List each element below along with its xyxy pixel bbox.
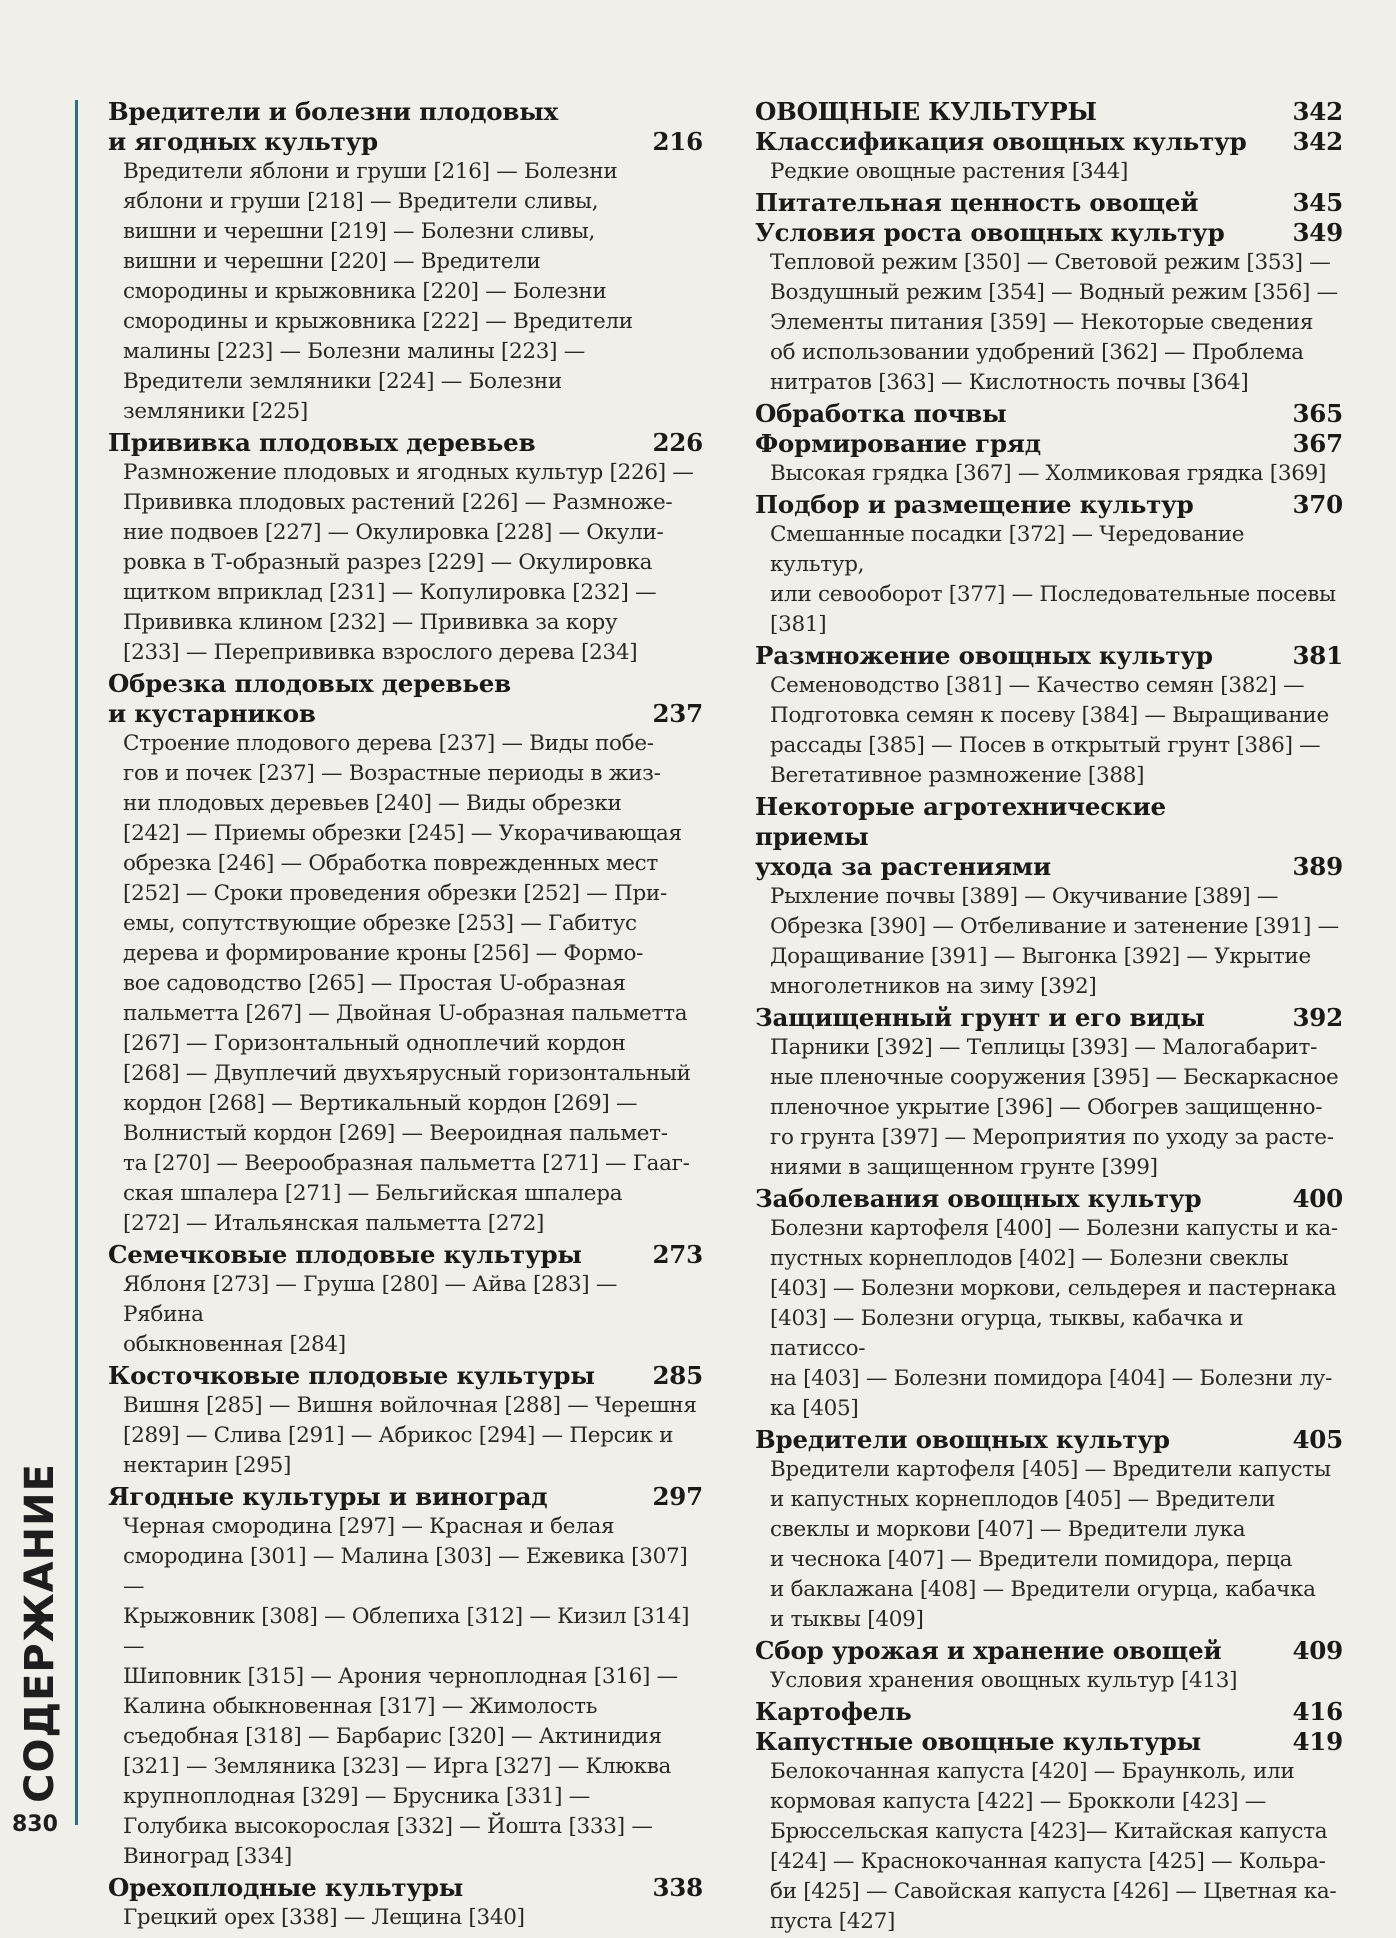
toc-entry — [108, 1240, 703, 1360]
toc-heading-title: Орехоплодные культуры — [108, 1873, 464, 1902]
page-number: 830 — [12, 1812, 58, 1837]
toc-heading-page: 237 — [652, 699, 703, 728]
toc-heading-page: 342 — [1292, 127, 1343, 156]
toc-heading-page: 345 — [1292, 188, 1343, 217]
toc-heading-page: 370 — [1292, 490, 1343, 519]
toc-heading-page: 226 — [652, 428, 703, 457]
toc-subentries: Семеноводство [381] — Качество семян [382] — Подготовка семян к посеву [384] — Выращивание рассады [385] — Посев в открытый грунт [386] — Вегетативное размножение [388] — [770, 673, 1329, 788]
toc-entry — [755, 399, 1343, 429]
toc-heading-page: 216 — [652, 127, 703, 156]
toc-entry — [755, 218, 1343, 398]
toc-heading[interactable] — [755, 490, 1343, 520]
side-rule — [75, 100, 78, 1825]
toc-heading-page: 342 — [1292, 97, 1343, 126]
toc-right-column — [755, 97, 1343, 1938]
toc-heading-title: Классификация овощных культур — [755, 127, 1247, 156]
toc-heading-title: Сбор урожая и хранение овощей — [755, 1636, 1222, 1665]
toc-heading-title: Обрезка плодовых деревьев и кустарников — [108, 669, 511, 728]
toc-heading-page: 349 — [1292, 218, 1343, 247]
toc-heading[interactable] — [755, 1727, 1343, 1757]
toc-heading[interactable] — [108, 1361, 703, 1391]
toc-entry — [108, 1482, 703, 1872]
toc-entry — [755, 641, 1343, 791]
toc-entry — [755, 1184, 1343, 1424]
toc-entry — [755, 1636, 1343, 1696]
toc-heading[interactable] — [108, 1240, 703, 1270]
toc-entry — [108, 428, 703, 668]
toc-heading[interactable] — [755, 399, 1343, 429]
toc-heading[interactable] — [755, 1425, 1343, 1455]
toc-heading[interactable] — [755, 641, 1343, 671]
toc-heading[interactable] — [755, 1003, 1343, 1033]
toc-subentries: Белокочанная капуста [420] — Браунколь, или кормовая капуста [422] — Брокколи [423] — Брюссельская капуста [423]— Китайская капуста [424] — Краснокочанная капуста [425] — Кольра- би [425] — Савойская капуста [426] — Цветная ка- пуста [427] — [770, 1759, 1337, 1934]
toc-heading[interactable] — [755, 792, 1343, 882]
toc-subentries: Яблоня [273] — Груша [280] — Айва [283] — Рябина обыкновенная [284] — [123, 1272, 618, 1357]
toc-heading[interactable] — [755, 1636, 1343, 1666]
toc-entry — [755, 97, 1343, 127]
toc-subentries: Грецкий орех [338] — Лещина [340] — [123, 1905, 525, 1930]
side-title — [10, 1463, 70, 1803]
toc-heading[interactable] — [755, 429, 1343, 459]
toc-subentries: Черная смородина [297] — Красная и белая смородина [301] — Малина [303] — Ежевика [307] — Крыжовник [308] — Облепиха [312] — Кизил [314] — Шиповник [315] — Арония черноплодная [316] — Калина обыкновенная [317] — Жимолость съедобная [318] — Барбарис [320] — Актинидия [321] — Земляника [323] — Ирга [327] — Клюква крупноплодная [329] — Брусника [331] — Голубика высокорослая [332] — Йошта [333] — Виноград [334] — [123, 1514, 690, 1869]
toc-heading-title: Заболевания овощных культур — [755, 1184, 1202, 1213]
toc-heading-page: 381 — [1292, 641, 1343, 670]
toc-heading[interactable] — [108, 1873, 703, 1903]
toc-heading-page: 405 — [1292, 1425, 1343, 1454]
toc-entry — [108, 97, 703, 427]
toc-subentries: Смешанные посадки [372] — Чередование культур, или севооборот [377] — Последовательные посевы [381] — [770, 522, 1336, 637]
toc-entry — [755, 1003, 1343, 1183]
toc-heading-page: 392 — [1292, 1003, 1343, 1032]
toc-entry — [755, 792, 1343, 1002]
toc-subentries: Вишня [285] — Вишня войлочная [288] — Черешня [289] — Слива [291] — Абрикос [294] — Персик и нектарин [295] — [123, 1393, 697, 1478]
toc-subentries: Строение плодового дерева [237] — Виды побе- гов и почек [237] — Возрастные периоды в жиз- ни плодовых деревьев [240] — Виды обрезки [242] — Приемы обрезки [245] — Укорачивающая обрезка [246] — Обработка поврежденных мест [252] — Сроки проведения обрезки [252] — При- емы, сопутствующие обрезке [253] — Габитус дерева и формирование кроны [256] — Формо- вое садоводство [265] — Простая U-образная пальметта [267] — Двойная U-образная пальметта [267] — Горизонтальный одноплечий кордон [268] — Двуплечий двухъярусный горизонтальный кордон [268] — Вертикальный кордон [269] — Волнистый кордон [269] — Веероидная пальмет- та [270] — Веерообразная пальметта [271] — Гааг- ская шпалера [271] — Бельгийская шпалера [272] — Итальянская пальметта [272] — [123, 731, 691, 1236]
toc-heading-title: Вредители овощных культур — [755, 1425, 1170, 1454]
toc-entry — [755, 429, 1343, 489]
toc-heading-title: Некоторые агротехнические приемы ухода за растениями — [755, 792, 1166, 881]
toc-subentries: Редкие овощные растения [344] — [770, 159, 1129, 184]
toc-heading[interactable] — [108, 97, 703, 157]
toc-heading[interactable] — [108, 1482, 703, 1512]
toc-heading[interactable] — [108, 669, 703, 729]
toc-entry — [755, 490, 1343, 640]
toc-subentries: Вредители яблони и груши [216] — Болезни яблони и груши [218] — Вредители сливы, вишни и черешни [219] — Болезни сливы, вишни и черешни [220] — Вредители смородины и крыжовника [220] — Болезни смородины и крыжовника [222] — Вредители малины [223] — Болезни малины [223] — Вредители земляники [224] — Болезни земляники [225] — [123, 159, 633, 424]
toc-subentries: Парники [392] — Теплицы [393] — Малогабарит- ные пленочные сооружения [395] — Бескаркасное пленочное укрытие [396] — Обогрев защищенно- го грунта [397] — Мероприятия по уходу за расте- ниями в защищенном грунте [399] — [770, 1035, 1339, 1180]
toc-heading-title: Ягодные культуры и виноград — [108, 1482, 548, 1511]
toc-subentries: Рыхление почвы [389] — Окучивание [389] — Обрезка [390] — Отбеливание и затенение [391] — Доращивание [391] — Выгонка [392] — Укрытие многолетников на зиму [392] — [770, 884, 1339, 999]
toc-subentries: Вредители картофеля [405] — Вредители капусты и капустных корнеплодов [405] — Вредители свеклы и моркови [407] — Вредители лука и чеснока [407] — Вредители помидора, перца и баклажана [408] — Вредители огурца, кабачка и тыквы [409] — [770, 1457, 1331, 1632]
toc-heading-title: Вредители и болезни плодовых и ягодных культур — [108, 97, 558, 156]
toc-heading-title: Картофель — [755, 1697, 912, 1726]
toc-heading-title: Прививка плодовых деревьев — [108, 428, 536, 457]
toc-heading-title: Размножение овощных культур — [755, 641, 1213, 670]
toc-heading-page: 400 — [1292, 1184, 1343, 1213]
toc-subentries: Высокая грядка [367] — Холмиковая грядка [369] — [770, 461, 1327, 486]
toc-heading-page: 273 — [652, 1240, 703, 1269]
toc-heading-title: Условия роста овощных культур — [755, 218, 1225, 247]
toc-subentries: Условия хранения овощных культур [413] — [770, 1668, 1238, 1693]
toc-heading-title: Обработка почвы — [755, 399, 1007, 428]
toc-heading-page: 389 — [1292, 852, 1343, 881]
toc-entry — [755, 1697, 1343, 1727]
toc-heading-page: 285 — [652, 1361, 703, 1390]
toc-heading[interactable] — [755, 97, 1343, 127]
toc-heading-page: 297 — [652, 1482, 703, 1511]
toc-entry — [108, 1873, 703, 1933]
toc-subentries: Болезни картофеля [400] — Болезни капусты и ка- пустных корнеплодов [402] — Болезни свеклы [403] — Болезни моркови, сельдерея и пастернака [403] — Болезни огурца, тыквы, кабачка и патиссо- на [403] — Болезни помидора [404] — Болезни лу- ка [405] — [770, 1216, 1338, 1421]
toc-heading-title: Защищенный грунт и его виды — [755, 1003, 1205, 1032]
toc-heading-title: Подбор и размещение культур — [755, 490, 1194, 519]
toc-subentries: Размножение плодовых и ягодных культур [226] — Прививка плодовых растений [226] — Размноже- ние подвоев [227] — Окулировка [228] — Окули- ровка в Т-образный разрез [229] — Окулировка щитком вприклад [231] — Копулировка [232] — Прививка клином [232] — Прививка за кору [233] — Перепрививка взрослого дерева [234] — [123, 460, 694, 665]
toc-entry — [755, 1727, 1343, 1937]
side-title-text: СОДЕРЖАНИЕ — [17, 1463, 64, 1803]
toc-heading-page: 338 — [652, 1873, 703, 1902]
toc-subentries: Тепловой режим [350] — Световой режим [353] — Воздушный режим [354] — Водный режим [356] — Элементы питания [359] — Некоторые сведения об использовании удобрений [362] — Проблема нитратов [363] — Кислотность почвы [364] — [770, 250, 1338, 395]
toc-heading[interactable] — [755, 1697, 1343, 1727]
toc-heading-page: 419 — [1292, 1727, 1343, 1756]
toc-heading-page: 409 — [1292, 1636, 1343, 1665]
toc-entry — [755, 1425, 1343, 1635]
toc-entry — [755, 127, 1343, 187]
toc-heading[interactable] — [755, 1184, 1343, 1214]
toc-heading[interactable] — [755, 218, 1343, 248]
toc-entry — [108, 1361, 703, 1481]
toc-heading-title: Семечковые плодовые культуры — [108, 1240, 582, 1269]
toc-heading-title: ОВОЩНЫЕ КУЛЬТУРЫ — [755, 97, 1097, 126]
toc-heading-title: Капустные овощные культуры — [755, 1727, 1201, 1756]
toc-heading-title: Формирование гряд — [755, 429, 1041, 458]
toc-heading-title: Питательная ценность овощей — [755, 188, 1199, 217]
toc-heading-page: 367 — [1292, 429, 1343, 458]
toc-heading[interactable] — [755, 127, 1343, 157]
toc-entry — [108, 669, 703, 1239]
toc-heading-page: 416 — [1292, 1697, 1343, 1726]
toc-entry — [755, 188, 1343, 218]
toc-heading[interactable] — [108, 428, 703, 458]
toc-left-column — [108, 97, 703, 1934]
toc-heading-title: Косточковые плодовые культуры — [108, 1361, 595, 1390]
toc-heading[interactable] — [755, 188, 1343, 218]
toc-heading-page: 365 — [1292, 399, 1343, 428]
